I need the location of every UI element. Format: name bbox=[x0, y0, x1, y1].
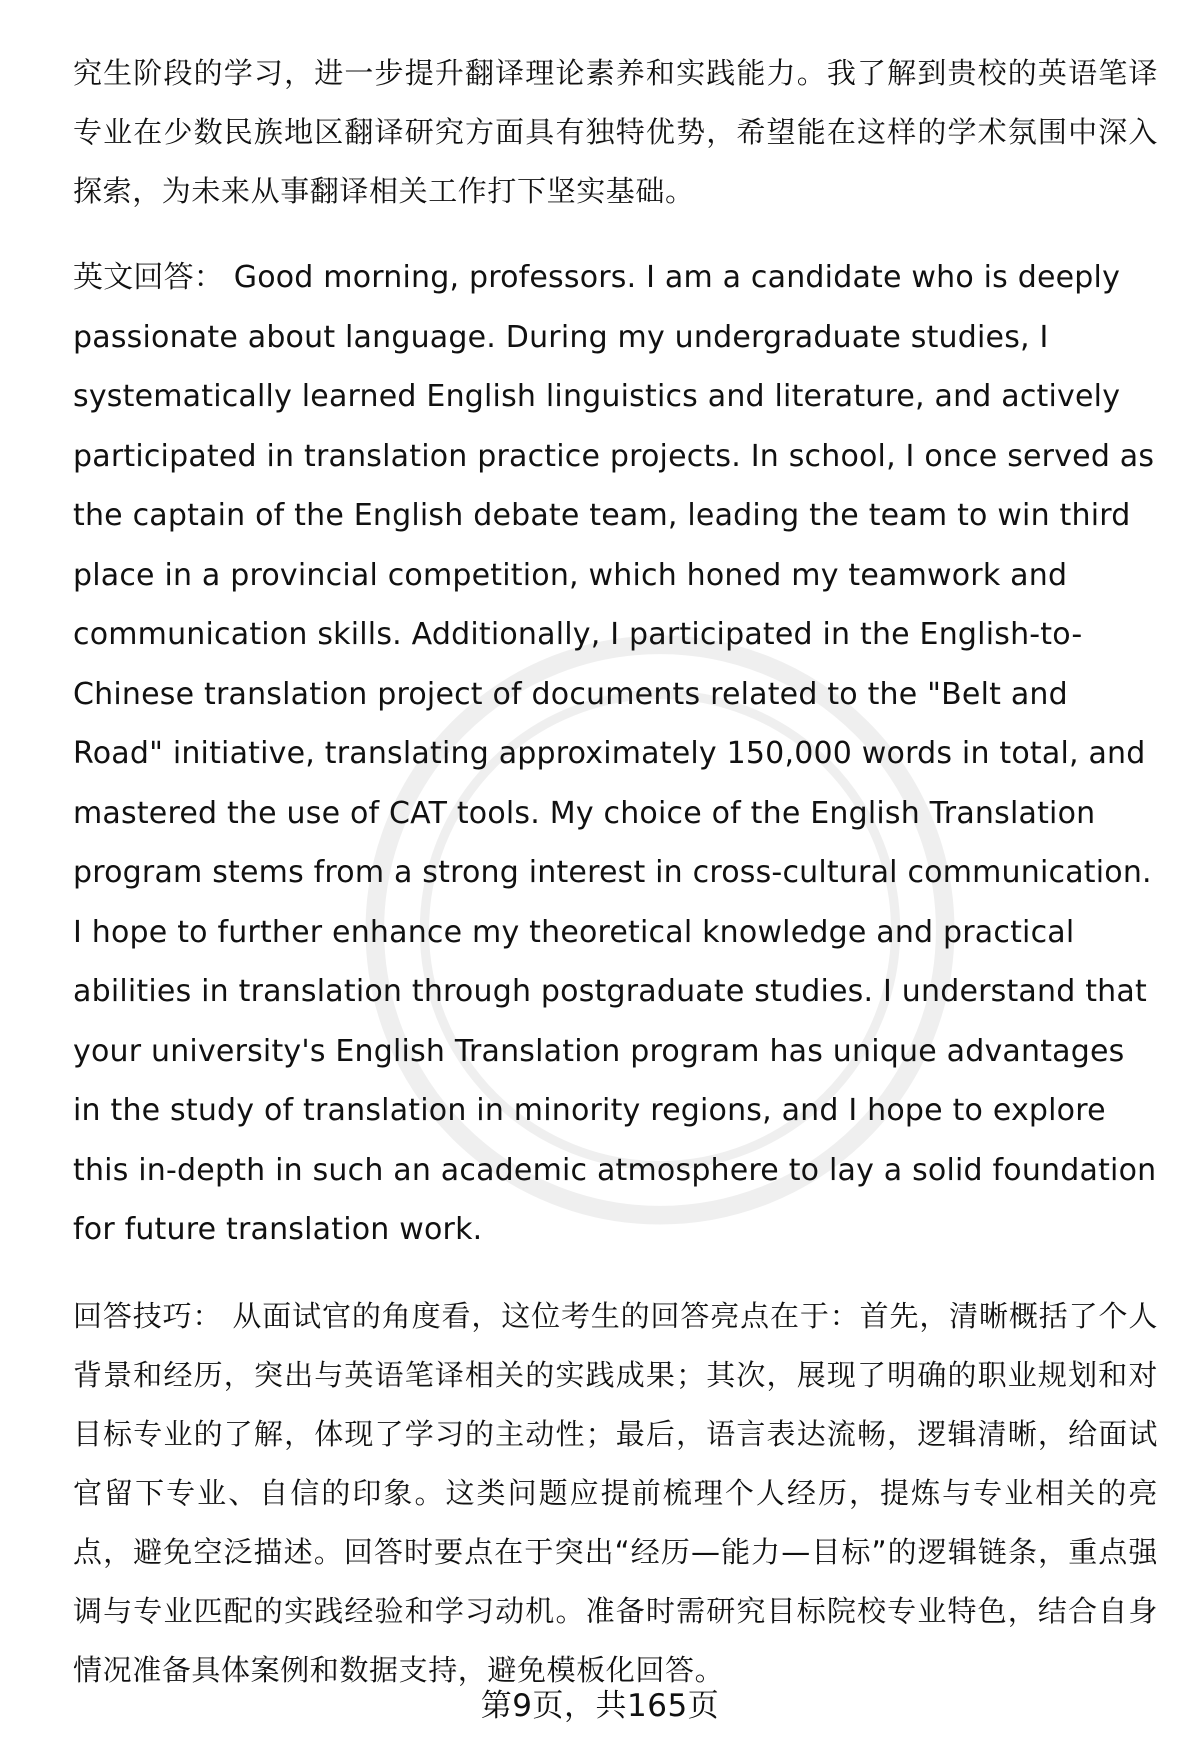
page-number-footer: 第9页，共165页 bbox=[480, 1688, 720, 1724]
english-answer-paragraph bbox=[73, 248, 1158, 1260]
paragraph-spacer bbox=[73, 1260, 1158, 1287]
answer-tips-text: 从面试官的角度看，这位考生的回答亮点在于：首先，清晰概括了个人背景和经历，突出与英语笔译相关的实践成果；其次，展现了明确的职业规划和对目标专业的了解，体现了学习的主动性；最后，语言表达流畅，逻辑清晰，给面试官留下专业、自信的印象。这类问题应提前梳理个人经历，提炼与专业相关的亮点，避免空泛描述。回答时要点在于突出“经历—能力—目标”的逻辑链条，重点强调与专业匹配的实践经验和学习动机。准备时需研究目标院校专业特色，结合自身情况准备具体案例和数据支持，避免模板化回答。 bbox=[73, 1298, 1158, 1687]
english-answer-label: 英文回答： bbox=[73, 260, 224, 295]
paragraph-spacer bbox=[73, 221, 1158, 248]
english-answer-text: Good morning, professors. I am a candidate who is deeply passionate about language. During my undergraduate studies, I systematically learned English linguistics and literature, and actively participated in translation practice projects. In school, I once served as the captain of the English debate team, leading the team to win third place in a provincial competition, which honed my teamwork and communication skills. Additionally, I participated in the English-to-Chinese translation project of documents related to the "Belt and Road" initiative, translating approximately 150,000 words in total, and mastered the use of CAT tools. My choice of the English Translation program stems from a strong interest in cross-cultural communication. I hope to further enhance my theoretical knowledge and practical abilities in translation through postgraduate studies. I understand that your university's English Translation program has unique advantages in the study of translation in minority regions, and I hope to explore this in-depth in such an academic atmosphere to lay a solid foundation for future translation work. bbox=[73, 260, 1157, 1247]
answer-tips-label: 回答技巧： bbox=[73, 1298, 223, 1333]
document-body bbox=[73, 44, 1158, 1700]
answer-tips-paragraph bbox=[73, 1287, 1158, 1700]
paragraph-intro-continuation: 究生阶段的学习，进一步提升翻译理论素养和实践能力。我了解到贵校的英语笔译专业在少数民族地区翻译研究方面具有独特优势，希望能在这样的学术氛围中深入探索，为未来从事翻译相关工作打下坚实基础。 bbox=[73, 56, 1158, 208]
